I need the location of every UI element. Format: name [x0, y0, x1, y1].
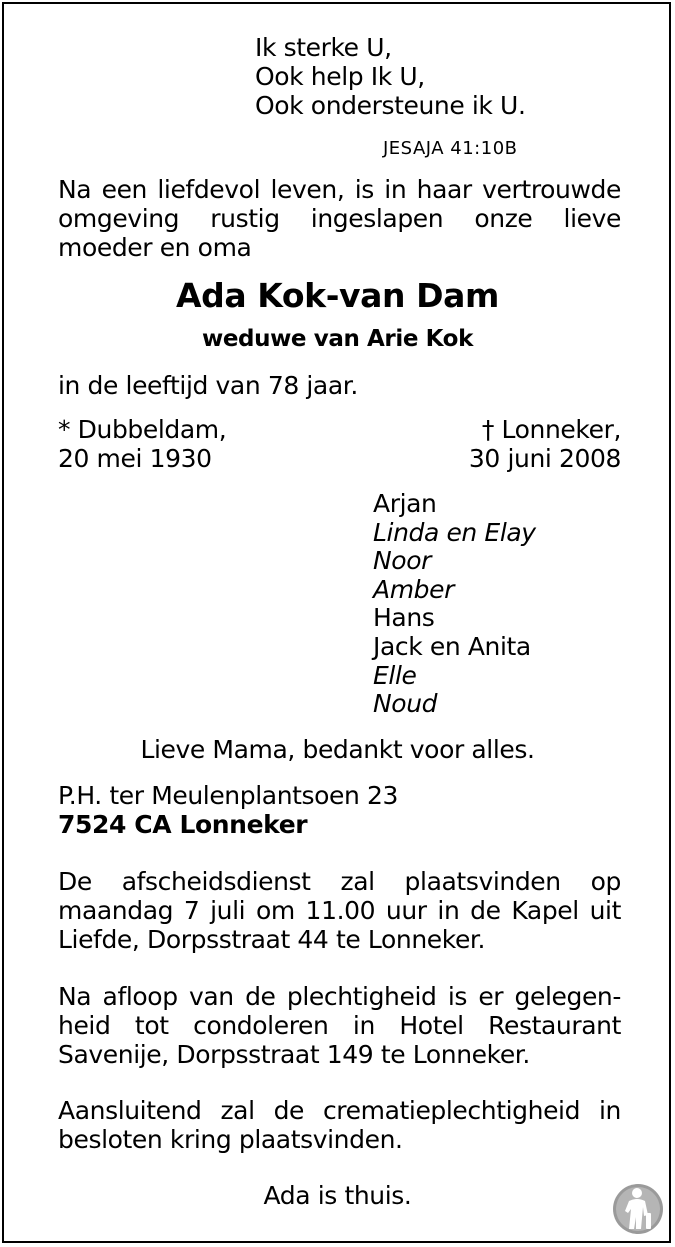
cremation-line: besloten kring plaatsvinden.	[58, 1125, 403, 1154]
death-place: † Lonneker,	[481, 415, 621, 444]
family-member: Noor	[373, 546, 431, 575]
age-line: in de leeftijd van 78 jaar.	[58, 371, 358, 400]
verse-line-2: Ook help Ik U,	[255, 62, 425, 91]
intro-line: moeder en oma	[58, 233, 252, 262]
cremation-line: Aansluitend zal de crematieplechtigheid in	[58, 1096, 621, 1125]
intro-line: omgeving rustig ingeslapen onze lieve	[58, 204, 621, 233]
deceased-name: Ada Kok-van Dam	[175, 276, 500, 315]
verse-line-3: Ook ondersteune ik U.	[255, 91, 526, 120]
death-date: 30 juni 2008	[468, 444, 621, 473]
service-paragraph	[58, 867, 621, 954]
closing-line: Ada is thuis.	[263, 1181, 412, 1210]
cremation-paragraph	[58, 1096, 621, 1154]
birth-date: 20 mei 1930	[58, 444, 212, 473]
intro-paragraph	[58, 175, 621, 262]
family-member: Elle	[373, 661, 417, 690]
condolence-paragraph	[58, 982, 621, 1069]
figure-logo-icon	[612, 1183, 664, 1235]
family-member: Amber	[373, 575, 454, 604]
verse-reference: JESAJA 41:10B	[383, 138, 518, 159]
service-line: De afscheidsdienst zal plaatsvinden op	[58, 867, 621, 896]
address-city: 7524 CA Lonneker	[58, 810, 308, 839]
family-member: Arjan	[373, 489, 437, 518]
condolence-line: Na afloop van de plechtigheid is er gelegen-	[58, 982, 621, 1011]
address-street: P.H. ter Meulenplantsoen 23	[58, 781, 399, 810]
service-line: Liefde, Dorpsstraat 44 te Lonneker.	[58, 925, 486, 954]
condolence-line: Savenije, Dorpsstraat 149 te Lonneker.	[58, 1040, 530, 1069]
birth-place: * Dubbeldam,	[58, 415, 227, 444]
condolence-line: heid tot condoleren in Hotel Restaurant	[58, 1011, 621, 1040]
family-member: Linda en Elay	[373, 518, 536, 547]
spouse-line: weduwe van Arie Kok	[202, 326, 473, 352]
family-member: Hans	[373, 603, 435, 632]
service-line: maandag 7 juli om 11.00 uur in de Kapel uit	[58, 896, 621, 925]
verse-line-1: Ik sterke U,	[255, 33, 392, 62]
family-member: Jack en Anita	[373, 632, 531, 661]
intro-line: Na een liefdevol leven, is in haar vertrouwde	[58, 175, 621, 204]
thanks-line: Lieve Mama, bedankt voor alles.	[140, 735, 535, 764]
family-member: Noud	[373, 689, 438, 718]
